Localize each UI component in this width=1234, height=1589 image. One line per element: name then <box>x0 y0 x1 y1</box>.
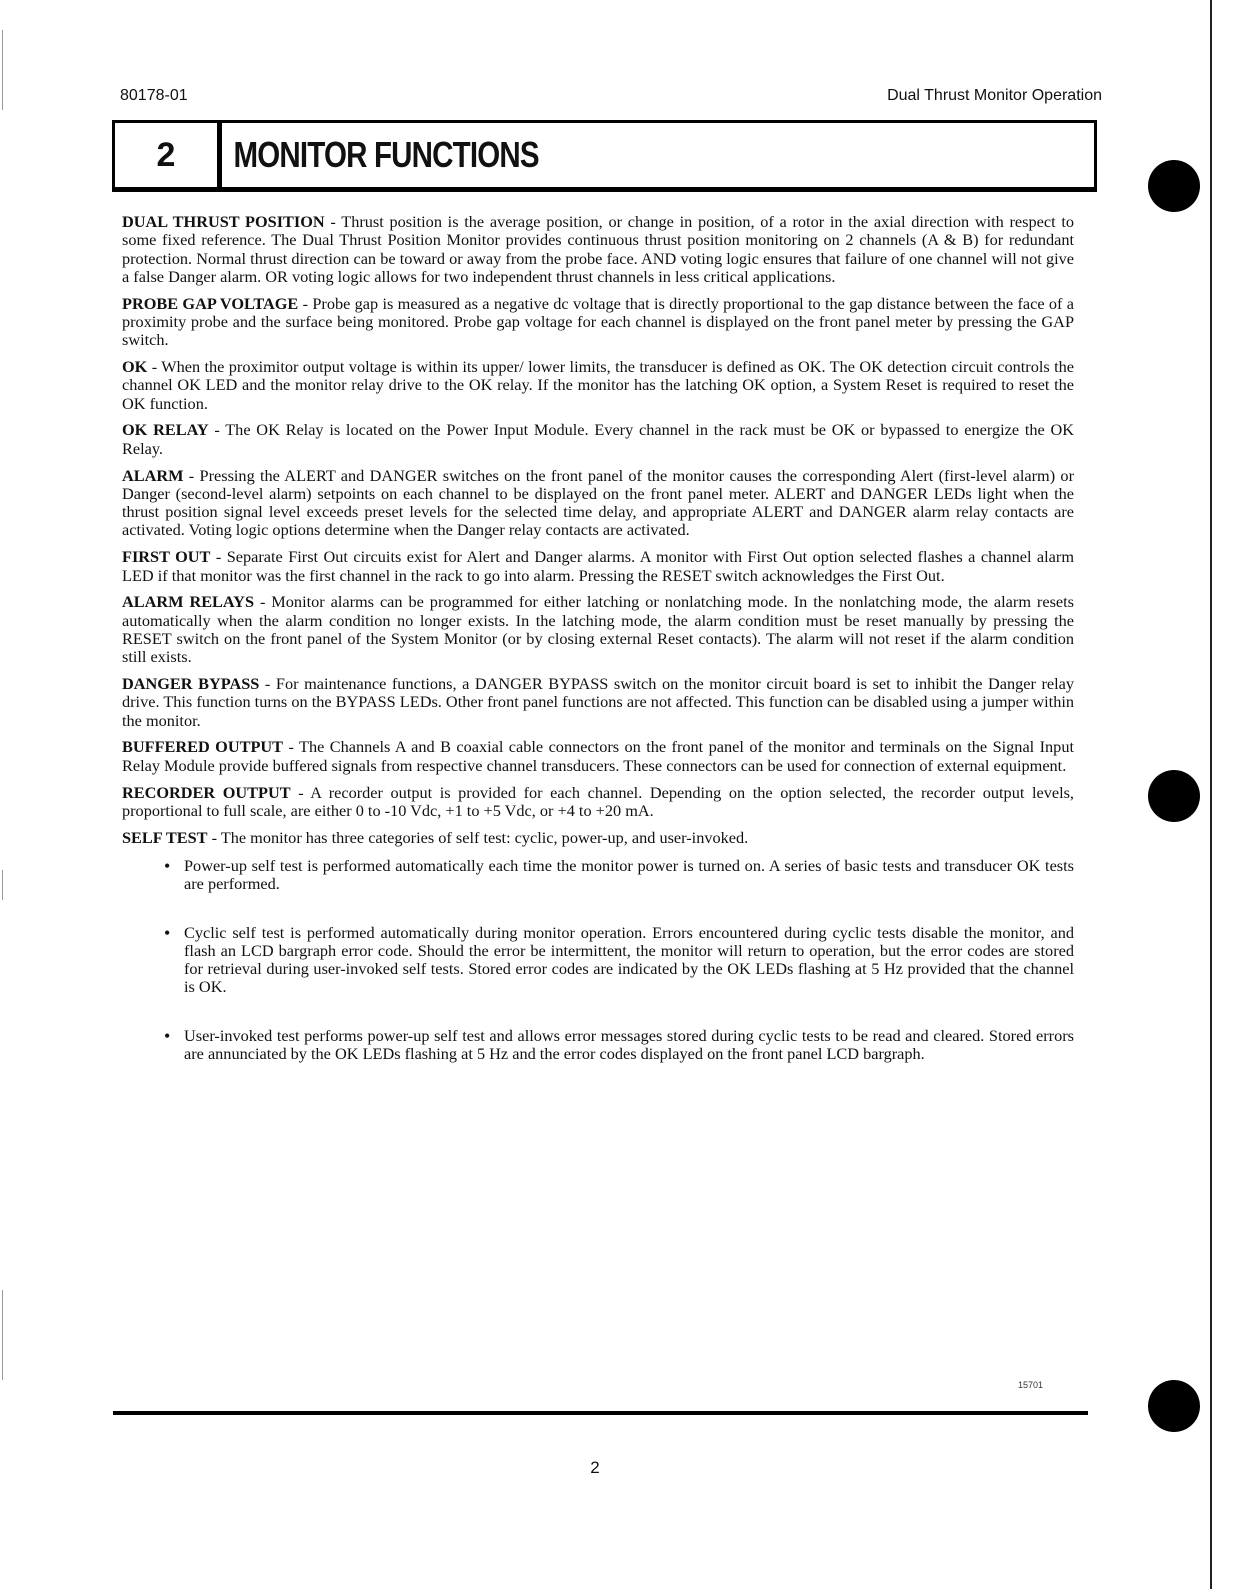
section-text: - When the proximitor output voltage is within its upper/ lower limits, the transducer is defined as OK. The OK detection circuit controls the channel OK LED and the monitor relay drive to the OK relay. If the monitor has the latching OK option, a System Reset is required to reset the OK function. <box>122 357 1074 413</box>
section-text: - Pressing the ALERT and DANGER switches on the front panel of the monitor causes the corresponding Alert (first-level alarm) or Danger (second-level alarm) setpoints on each channel to be displayed on the front panel meter. ALERT and DANGER LEDs light when the thrust position signal level exceeds preset levels for the selected time delay, and appropriate ALERT and DANGER alarm relay contacts are activated. Voting logic options determine when the Danger relay contacts are activated. <box>122 465 1074 540</box>
chapter-title: MONITOR FUNCTIONS <box>233 134 539 175</box>
section-text: - A recorder output is provided for each channel. Depending on the option selected, the recorder output levels, proportional to full scale, are either 0 to -10 Vdc, +1 to +5 Vdc, or +4 to +20 mA. <box>122 782 1074 820</box>
section-text: - Probe gap is measured as a negative dc voltage that is directly proportional to the gap distance between the face of a proximity probe and the surface being monitored. Probe gap voltage for each channel is displayed on the front panel meter by pressing the GAP switch. <box>122 293 1074 350</box>
section-term: FIRST OUT <box>122 547 211 567</box>
punch-hole <box>1148 770 1200 822</box>
page-number: 2 <box>590 1458 600 1477</box>
body-text <box>122 213 1074 1093</box>
chapter-heading-box <box>112 120 1097 192</box>
scan-margin-mark <box>2 1290 3 1380</box>
punch-hole <box>1148 1380 1200 1432</box>
chapter-number: 2 <box>115 123 222 187</box>
section-text: - Monitor alarms can be programmed for either latching or nonlatching mode. In the nonlatching mode, the alarm resets automatically when the alarm condition no longer exists. In the latching mode, the alarm condition must be reset manually by pressing the RESET switch on the front panel of the System Monitor (or by closing external Reset contacts). The alarm will not reset if the alarm condition still exists. <box>122 592 1074 667</box>
figure-code: 15701 <box>1018 1380 1044 1390</box>
section-danger-bypass <box>122 675 1074 730</box>
section-ok <box>122 358 1074 413</box>
section-dual-thrust-position <box>122 213 1074 286</box>
section-buffered-output <box>122 738 1074 775</box>
section-term: PROBE GAP VOLTAGE <box>122 293 299 313</box>
section-text: - Separate First Out circuits exist for Alert and Danger alarms. A monitor with First Out option selected flashes a channel alarm LED if that monitor was the first channel in the rack to go into alarm. Pressing the RESET switch acknowledges the First Out. <box>122 547 1074 585</box>
self-test-bullet-list <box>122 857 1074 1063</box>
section-self-test <box>122 829 1074 847</box>
section-text: - The Channels A and B coaxial cable connectors on the front panel of the monitor and terminals on the Signal Input Relay Module provide buffered signals from respective channel transducers. These connectors can be used for connection of external equipment. <box>122 737 1074 775</box>
document-number: 80178-01 <box>120 87 188 104</box>
section-alarm-relays <box>122 593 1074 666</box>
section-term: ALARM <box>122 465 184 485</box>
footer-rule <box>113 1411 1088 1415</box>
section-recorder-output <box>122 784 1074 821</box>
section-ok-relay <box>122 421 1074 458</box>
punch-hole <box>1148 160 1200 212</box>
section-text: - Thrust position is the average position, or change in position, of a rotor in the axial direction with respect to some fixed reference. The Dual Thrust Position Monitor provides continuous thrust position monitoring on 2 channels (A & B) for redundant protection. Normal thrust direction can be toward or away from the probe face. AND voting logic ensures that failure of one channel will not give a false Danger alarm. OR voting logic allows for two independent thrust channels in less critical applications. <box>122 212 1074 286</box>
section-term: OK <box>122 357 148 377</box>
list-item: • Power-up self test is performed automatically each time the monitor power is turned on. A series of basic tests and transducer OK tests are performed. <box>162 857 1074 894</box>
section-term: OK RELAY <box>122 420 209 440</box>
section-probe-gap-voltage <box>122 295 1074 350</box>
section-text: - The monitor has three categories of self test: cyclic, power-up, and user-invoked. <box>207 827 749 847</box>
section-alarm <box>122 467 1074 540</box>
section-term: ALARM RELAYS <box>122 592 254 612</box>
section-text: - The OK Relay is located on the Power Input Module. Every channel in the rack must be OK or bypassed to energize the OK Relay. <box>122 420 1074 458</box>
section-text: - For maintenance functions, a DANGER BYPASS switch on the monitor circuit board is set to inhibit the Danger relay drive. This function turns on the BYPASS LEDs. Other front panel functions are not affected. This function can be disabled using a jumper within the monitor. <box>122 674 1074 730</box>
list-item: • User-invoked test performs power-up self test and allows error messages stored during cyclic tests to be read and cleared. Stored errors are annunciated by the OK LEDs flashing at 5 Hz and the error codes displayed on the front panel LCD bargraph. <box>162 1027 1074 1064</box>
section-term: BUFFERED OUTPUT <box>122 737 284 757</box>
scan-margin-mark <box>2 870 3 900</box>
document-title: Dual Thrust Monitor Operation <box>887 87 1102 104</box>
section-term: DANGER BYPASS <box>122 674 260 694</box>
section-term: RECORDER OUTPUT <box>122 782 291 802</box>
list-item: • Cyclic self test is performed automatically during monitor operation. Errors encountered during cyclic tests disable the monitor, and flash an LCD bargraph error code. Should the error be intermittent, the monitor will return to operation, but the error codes are stored for retrieval during user-invoked self tests. Stored error codes are indicated by the OK LEDs flashing at 5 Hz provided that the channel is OK. <box>162 924 1074 997</box>
section-first-out <box>122 548 1074 585</box>
section-term: DUAL THRUST POSITION <box>122 212 325 231</box>
scan-margin-mark <box>2 30 3 110</box>
section-term: SELF TEST <box>122 827 208 847</box>
page-edge-line <box>1210 0 1212 1589</box>
